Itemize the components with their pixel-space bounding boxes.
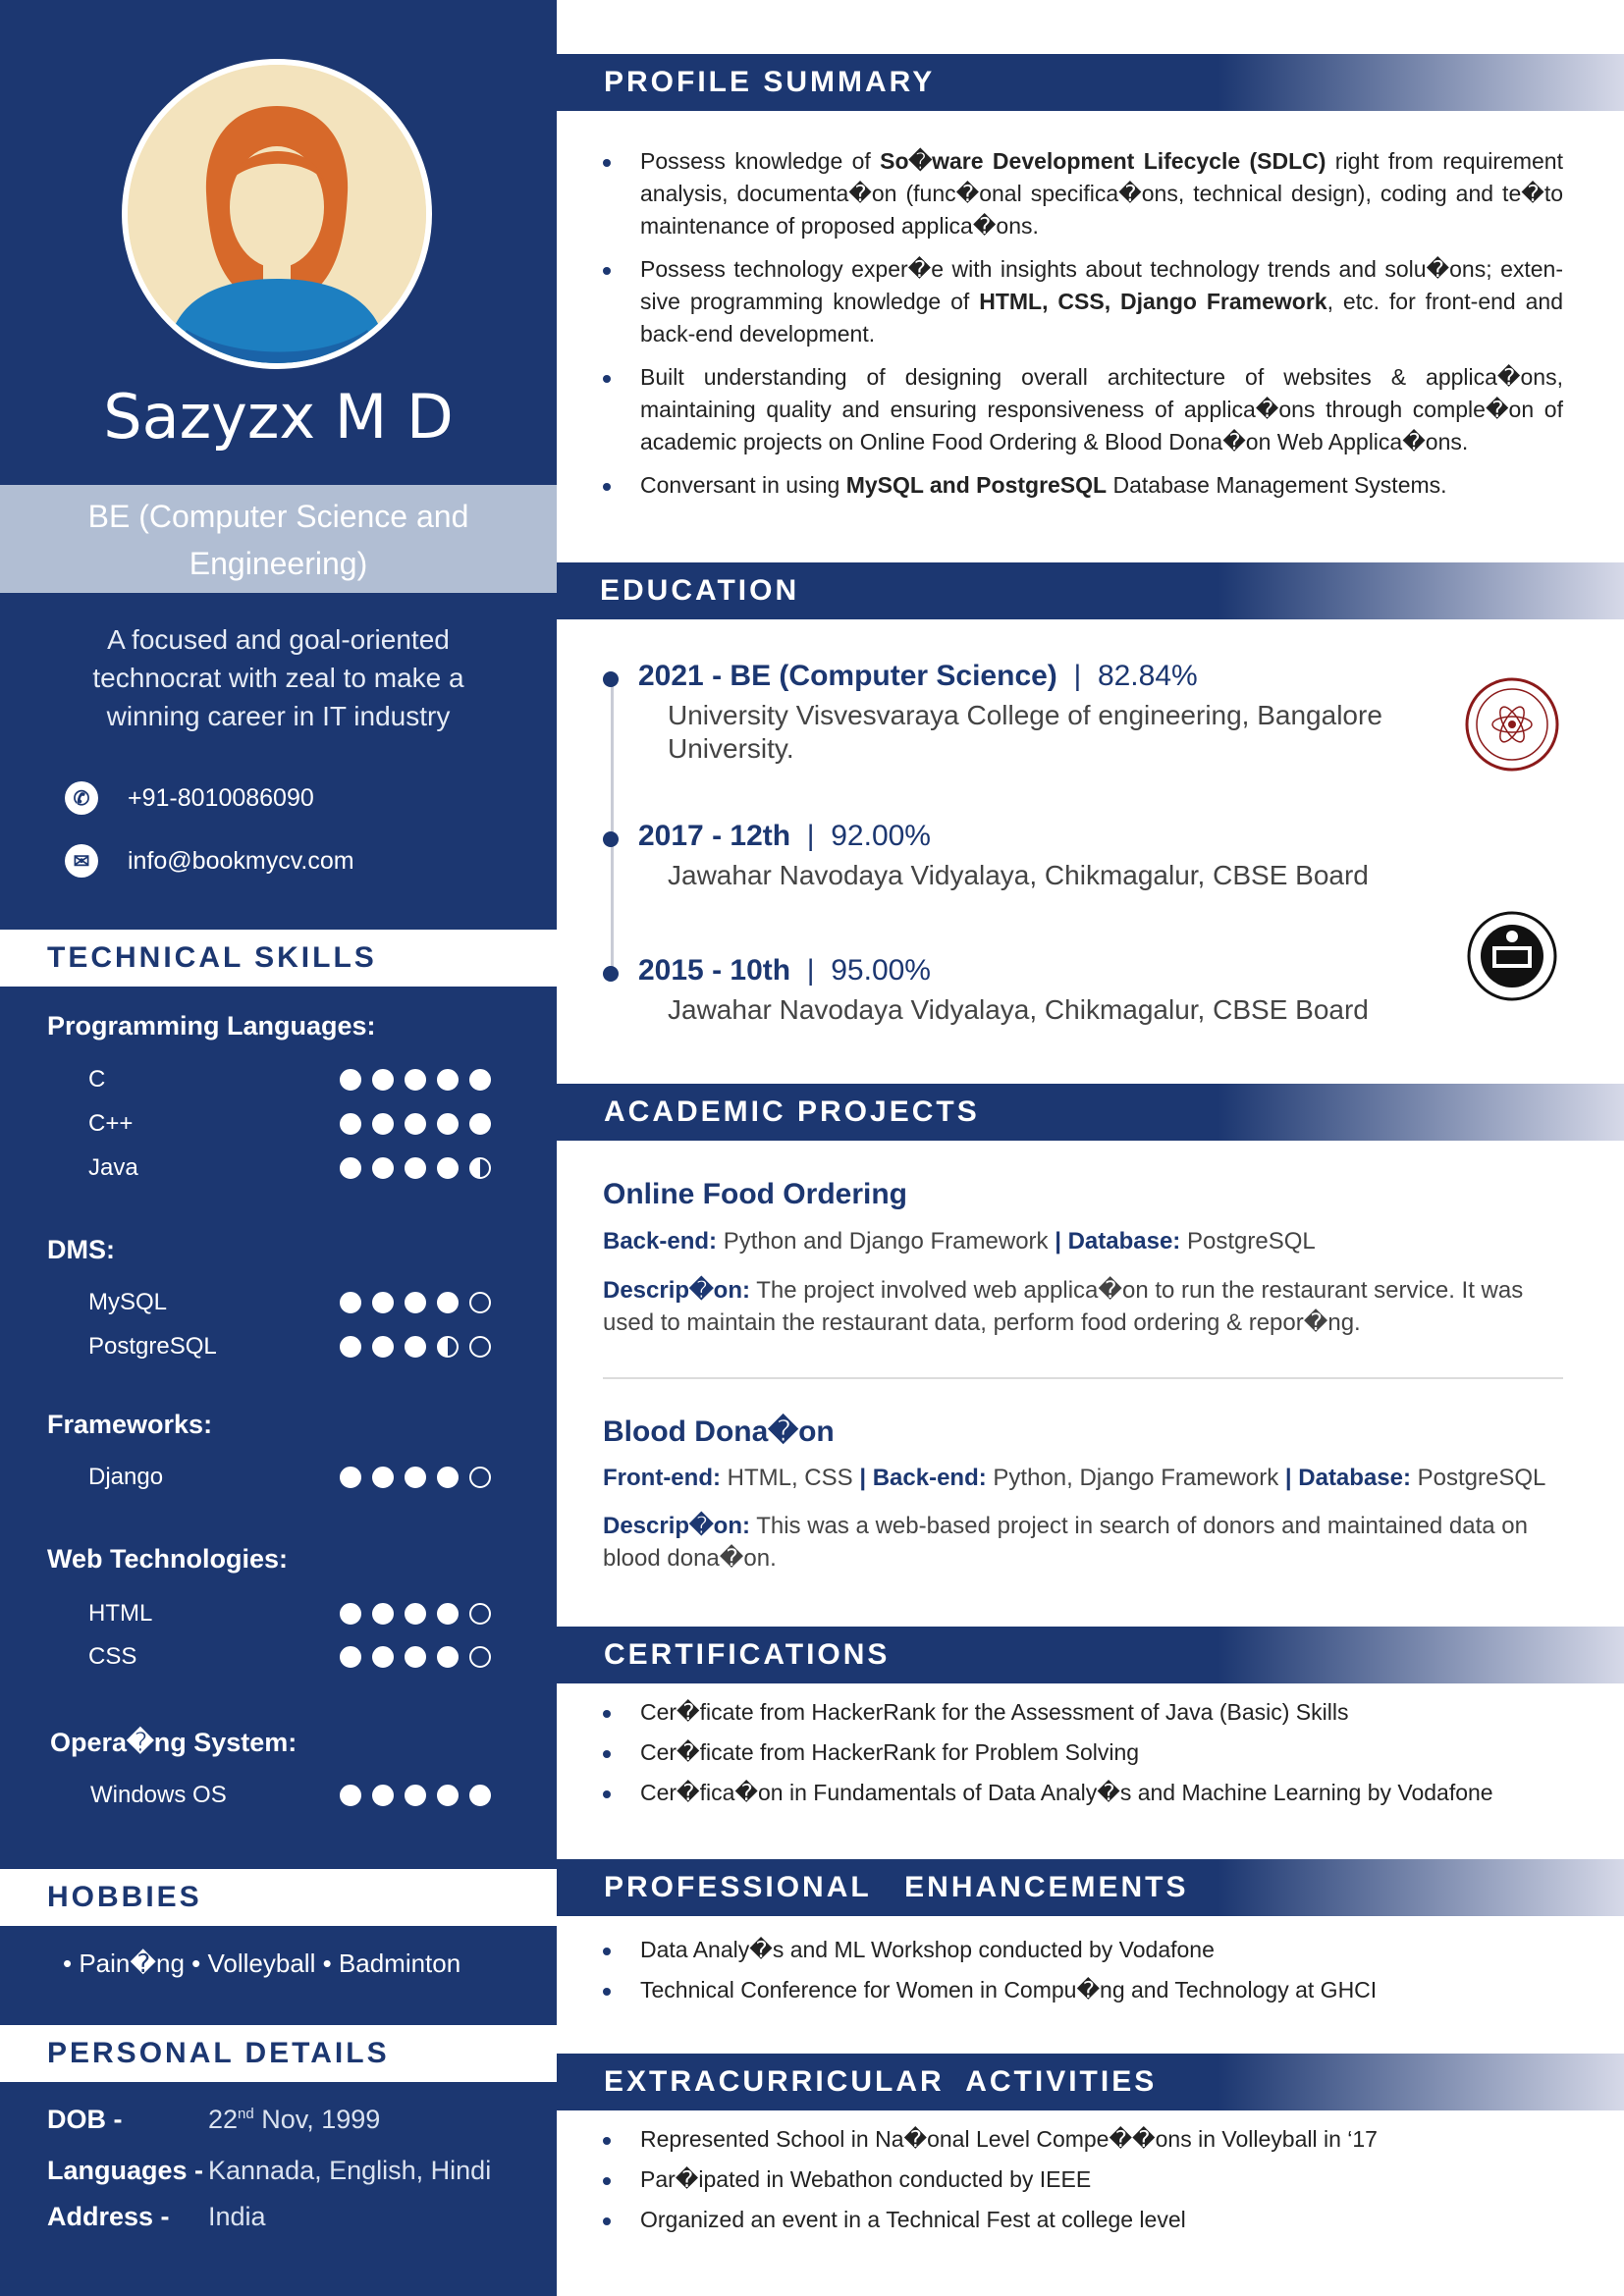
stack-value: PostgreSQL bbox=[1180, 1228, 1316, 1255]
tagline: A focused and goal-oriented technocrat with zeal to make a winning career in IT industry bbox=[92, 624, 464, 731]
education-heading: EDUCATION bbox=[557, 562, 1624, 619]
skill-name: PostgreSQL bbox=[88, 1333, 217, 1360]
avatar-illustration bbox=[128, 65, 426, 363]
rating-dot bbox=[437, 1603, 459, 1625]
education-institution: Jawahar Navodaya Vidyalaya, Chikmagalur, CBSE Board bbox=[668, 994, 1369, 1025]
separator: | bbox=[790, 820, 832, 852]
skill-rating bbox=[340, 1646, 491, 1668]
skill-name: C++ bbox=[88, 1110, 134, 1137]
rating-dot bbox=[405, 1336, 426, 1358]
stack-value: HTML, CSS bbox=[720, 1465, 860, 1491]
skills-heading: TECHNICAL SKILLS bbox=[0, 930, 557, 987]
rating-dot bbox=[405, 1603, 426, 1625]
rating-dot bbox=[469, 1292, 491, 1313]
skill-category: DMS: bbox=[47, 1235, 115, 1264]
skill-rating bbox=[340, 1069, 491, 1091]
skill-row bbox=[88, 1333, 511, 1362]
text: Possess knowledge of bbox=[640, 148, 881, 174]
address-value: India bbox=[208, 2202, 266, 2231]
timeline-dot bbox=[603, 671, 619, 687]
divider bbox=[603, 1377, 1563, 1379]
skill-name: CSS bbox=[88, 1643, 137, 1670]
dob-day: 22 bbox=[208, 2105, 239, 2134]
text: Database Management Systems. bbox=[1107, 472, 1447, 498]
rating-dot bbox=[469, 1113, 491, 1135]
rating-dot bbox=[469, 1467, 491, 1488]
personal-details-heading: PERSONAL DETAILS bbox=[0, 2025, 557, 2082]
rating-dot bbox=[405, 1467, 426, 1488]
dob-month-year: Nov, 1999 bbox=[253, 2105, 381, 2134]
rating-dot bbox=[372, 1069, 394, 1091]
description-text: This was a web-based project in search of donors and maintained data on blood dona�on. bbox=[603, 1513, 1529, 1572]
sidebar bbox=[0, 0, 557, 2296]
project-title: Blood Dona�on bbox=[603, 1415, 835, 1448]
list-item: Par�ipated in Webathon conducted by IEEE bbox=[601, 2163, 1563, 2195]
extracurricular-list bbox=[601, 2123, 1563, 2244]
rating-dot bbox=[437, 1157, 459, 1179]
rating-dot bbox=[469, 1785, 491, 1806]
languages-row bbox=[47, 2156, 491, 2186]
text: Possess technology exper�e with insights about technology trends and solu�ons; exten-sive programming knowledge of bbox=[640, 256, 1563, 314]
skill-row bbox=[88, 1289, 511, 1318]
education-title bbox=[638, 954, 1485, 988]
languages-label: Languages - bbox=[47, 2156, 204, 2185]
heading-text: EXTRACURRICULAR ACTIVITIES bbox=[604, 2065, 1158, 2098]
skill-name: Java bbox=[88, 1154, 138, 1181]
list-item: Technical Conference for Women in Compu�ng and Technology at GHCI bbox=[601, 1974, 1563, 2005]
skill-rating bbox=[340, 1785, 491, 1806]
stack-label: | Back-end: bbox=[859, 1465, 987, 1491]
list-item: Cer�ficate from HackerRank for the Assessment of Java (Basic) Skills bbox=[601, 1696, 1563, 1728]
project-description bbox=[603, 1510, 1565, 1575]
degree-line-2: Engineering) bbox=[189, 546, 368, 581]
rating-dot bbox=[372, 1157, 394, 1179]
description-label: Descrip�on: bbox=[603, 1513, 750, 1539]
list-item bbox=[601, 253, 1563, 350]
phone-number[interactable]: +91-8010086090 bbox=[128, 783, 314, 812]
stack-label: Back-end: bbox=[603, 1228, 718, 1255]
skill-name: MySQL bbox=[88, 1289, 168, 1315]
rating-dot bbox=[372, 1603, 394, 1625]
text: Conversant in using bbox=[640, 472, 846, 498]
stack-value: PostgreSQL bbox=[1410, 1465, 1546, 1491]
address-row bbox=[47, 2202, 266, 2232]
education-entry bbox=[601, 954, 1485, 1027]
skill-category: Frameworks: bbox=[47, 1410, 213, 1439]
academic-projects-heading: ACADEMIC PROJECTS bbox=[557, 1084, 1624, 1141]
separator: | bbox=[1056, 660, 1098, 692]
project-stack bbox=[603, 1225, 1565, 1257]
education-degree: 2021 - BE (Computer Science) bbox=[638, 660, 1057, 692]
hobbies-heading: HOBBIES bbox=[0, 1869, 557, 1926]
project-description bbox=[603, 1274, 1565, 1339]
email-icon: ✉ bbox=[65, 844, 98, 878]
skill-category: Web Technologies: bbox=[47, 1544, 289, 1574]
rating-dot bbox=[340, 1646, 361, 1668]
education-score: 82.84% bbox=[1097, 660, 1198, 692]
rating-dot bbox=[340, 1292, 361, 1313]
list-item: Data Analy�s and ML Workshop conducted by Vodafone bbox=[601, 1934, 1563, 1965]
education-title bbox=[638, 660, 1485, 693]
list-item bbox=[601, 145, 1563, 242]
bold-text: HTML, CSS, Django Framework bbox=[979, 289, 1327, 314]
rating-dot bbox=[340, 1069, 361, 1091]
languages-value: Kannada, English, Hindi bbox=[208, 2156, 492, 2185]
rating-dot bbox=[405, 1157, 426, 1179]
list-item: Organized an event in a Technical Fest at college level bbox=[601, 2204, 1563, 2235]
dob-label: DOB - bbox=[47, 2105, 123, 2134]
text: right from requirement analysis, documenta�on (func�onal specifica�ons, technical design), coding and te�to maintenance of proposed applica�ons. bbox=[640, 148, 1563, 239]
skill-row bbox=[88, 1154, 511, 1184]
education-score: 92.00% bbox=[831, 820, 931, 852]
rating-dot bbox=[340, 1336, 361, 1358]
rating-dot bbox=[405, 1069, 426, 1091]
skill-rating bbox=[340, 1292, 491, 1313]
skill-row bbox=[88, 1110, 511, 1140]
skill-row bbox=[88, 1600, 511, 1629]
rating-dot bbox=[405, 1646, 426, 1668]
education-institution: University Visvesvaraya College of engineering, Bangalore University. bbox=[668, 700, 1382, 764]
rating-dot bbox=[437, 1336, 459, 1358]
list-item: Cer�ficate from HackerRank for Problem Solving bbox=[601, 1736, 1563, 1768]
timeline-dot bbox=[603, 831, 619, 847]
rating-dot bbox=[340, 1603, 361, 1625]
rating-dot bbox=[405, 1113, 426, 1135]
rating-dot bbox=[372, 1467, 394, 1488]
candidate-name: Sazyzx M D bbox=[103, 381, 454, 453]
education-title bbox=[638, 820, 1485, 853]
skill-rating bbox=[340, 1157, 491, 1179]
enhancements-list bbox=[601, 1934, 1563, 2014]
email-address[interactable]: info@bookmycv.com bbox=[128, 846, 354, 875]
rating-dot bbox=[372, 1336, 394, 1358]
education-score: 95.00% bbox=[831, 954, 931, 987]
skill-rating bbox=[340, 1603, 491, 1625]
professional-enhancements-heading bbox=[557, 1859, 1624, 1916]
rating-dot bbox=[372, 1785, 394, 1806]
text: , etc. for front-end and back-end development. bbox=[640, 289, 1564, 347]
skill-row bbox=[90, 1782, 513, 1811]
education-institution: Jawahar Navodaya Vidyalaya, Chikmagalur, CBSE Board bbox=[668, 860, 1369, 890]
rating-dot bbox=[340, 1113, 361, 1135]
list-item bbox=[601, 469, 1563, 502]
phone-icon: ✆ bbox=[65, 781, 98, 815]
rating-dot bbox=[340, 1467, 361, 1488]
rating-dot bbox=[437, 1292, 459, 1313]
skill-category: Programming Languages: bbox=[47, 1011, 376, 1041]
skill-category: Opera�ng System: bbox=[50, 1728, 298, 1757]
rating-dot bbox=[469, 1603, 491, 1625]
skill-rating bbox=[340, 1113, 491, 1135]
rating-dot bbox=[469, 1646, 491, 1668]
rating-dot bbox=[372, 1292, 394, 1313]
project-stack bbox=[603, 1462, 1565, 1494]
hobbies-list: • Pain�ng • Volleyball • Badminton bbox=[63, 1949, 461, 1978]
rating-dot bbox=[437, 1069, 459, 1091]
stack-label: | Database: bbox=[1055, 1228, 1181, 1255]
timeline-dot bbox=[603, 966, 619, 982]
rating-dot bbox=[340, 1157, 361, 1179]
project-title: Online Food Ordering bbox=[603, 1178, 907, 1210]
rating-dot bbox=[469, 1157, 491, 1179]
rating-dot bbox=[405, 1785, 426, 1806]
rating-dot bbox=[372, 1646, 394, 1668]
rating-dot bbox=[469, 1069, 491, 1091]
list-item bbox=[601, 361, 1563, 458]
rating-dot bbox=[437, 1467, 459, 1488]
list-item: Represented School in Na�onal Level Compe��ons in Volleyball in ‘17 bbox=[601, 2123, 1563, 2155]
skill-rating bbox=[340, 1467, 491, 1488]
separator: | bbox=[790, 954, 832, 987]
profile-summary-list bbox=[601, 145, 1563, 512]
skill-row bbox=[88, 1066, 511, 1095]
description-text: The project involved web applica�on to run the restaurant service. It was used to maintain the restaurant data, perform food ordering & repor�ng. bbox=[603, 1277, 1524, 1336]
bold-text: MySQL and PostgreSQL bbox=[845, 472, 1108, 498]
skill-rating bbox=[340, 1336, 491, 1358]
rating-dot bbox=[437, 1785, 459, 1806]
education-entry bbox=[601, 820, 1485, 892]
stack-value: Python and Django Framework bbox=[717, 1228, 1056, 1255]
extracurricular-heading bbox=[557, 2054, 1624, 2110]
degree-band bbox=[0, 485, 557, 593]
dob-row bbox=[47, 2105, 380, 2135]
rating-dot bbox=[469, 1336, 491, 1358]
rating-dot bbox=[437, 1646, 459, 1668]
bold-text: So�ware Development Lifecycle (SDLC) bbox=[880, 148, 1326, 174]
education-degree: 2015 - 10th bbox=[638, 954, 791, 987]
phone-contact bbox=[65, 781, 314, 815]
profile-summary-heading: PROFILE SUMMARY bbox=[557, 54, 1624, 111]
heading-text: PROFESSIONAL ENHANCEMENTS bbox=[604, 1871, 1189, 1903]
description-label: Descrip�on: bbox=[603, 1277, 750, 1304]
skill-name: C bbox=[88, 1066, 106, 1093]
skill-name: Django bbox=[88, 1464, 164, 1490]
address-label: Address - bbox=[47, 2202, 170, 2231]
skill-name: HTML bbox=[88, 1600, 153, 1627]
stack-value: Python, Django Framework bbox=[986, 1465, 1285, 1491]
rating-dot bbox=[340, 1785, 361, 1806]
skill-row bbox=[88, 1643, 511, 1673]
skill-name: Windows OS bbox=[90, 1782, 227, 1808]
email-contact bbox=[65, 844, 354, 878]
certifications-heading: CERTIFICATIONS bbox=[557, 1627, 1624, 1683]
school-emblem-icon bbox=[1463, 907, 1561, 1005]
certifications-list bbox=[601, 1696, 1563, 1817]
stack-label: Front-end: bbox=[603, 1465, 721, 1491]
dob-suffix: nd bbox=[238, 2106, 254, 2122]
rating-dot bbox=[437, 1113, 459, 1135]
degree-line-1: BE (Computer Science and bbox=[87, 499, 469, 534]
avatar bbox=[122, 59, 432, 369]
education-degree: 2017 - 12th bbox=[638, 820, 791, 852]
rating-dot bbox=[405, 1292, 426, 1313]
text: Built understanding of designing overall architecture of websites & applica�ons, maintaining quality and ensuring responsiveness of applica�ons through comple�on of academic projects on Online Food Ordering & Blood Dona�on Web Applica�ons. bbox=[640, 364, 1563, 454]
stack-label: | Database: bbox=[1284, 1465, 1411, 1491]
university-seal-icon bbox=[1463, 675, 1561, 774]
skill-row bbox=[88, 1464, 511, 1493]
dob-value bbox=[208, 2105, 380, 2134]
education-entry bbox=[601, 660, 1485, 766]
rating-dot bbox=[372, 1113, 394, 1135]
list-item: Cer�fica�on in Fundamentals of Data Analy�s and Machine Learning by Vodafone bbox=[601, 1777, 1563, 1808]
